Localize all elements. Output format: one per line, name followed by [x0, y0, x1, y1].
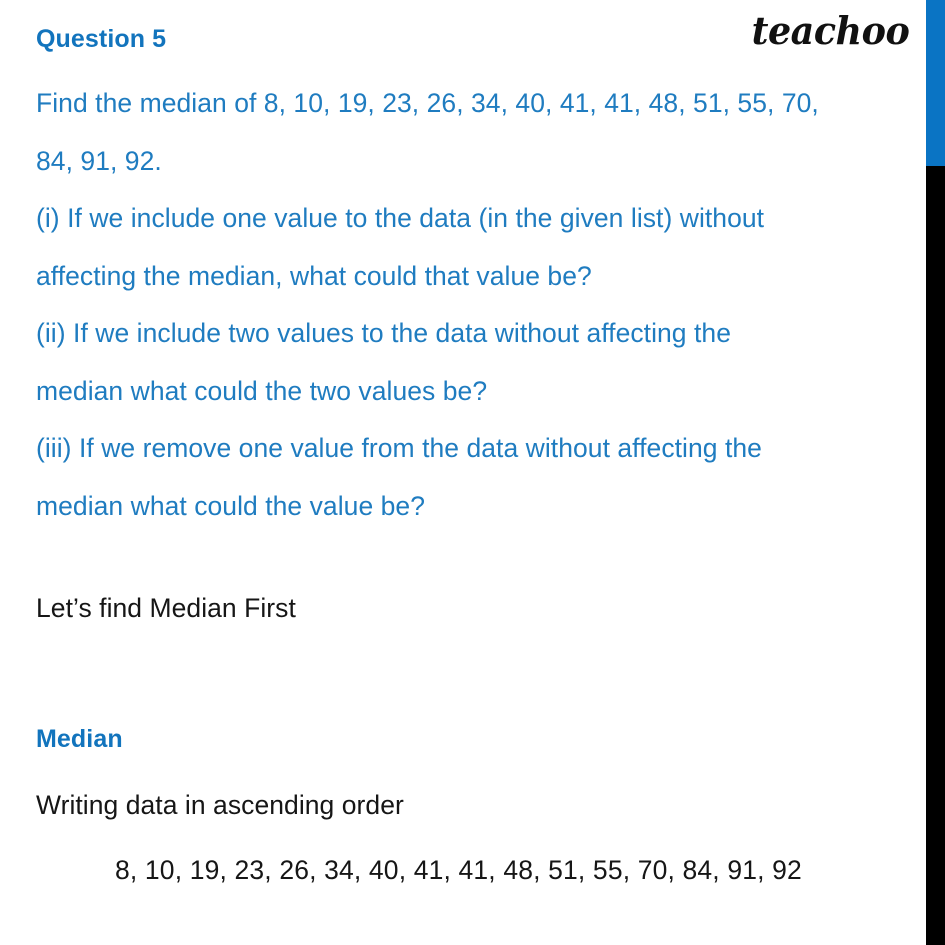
solution-intro-text: Let’s find Median First	[36, 593, 296, 623]
question-part-iii-line-2: median what could the value be?	[36, 491, 426, 521]
question-line-2: 84, 91, 92.	[36, 146, 162, 176]
right-edge-black-bar	[926, 166, 945, 945]
question-part-i-line-2: affecting the median, what could that value be?	[36, 261, 592, 291]
question-part-i-line-1: (i) If we include one value to the data (in the given list) without	[36, 203, 765, 233]
right-edge-blue-bar	[926, 0, 945, 166]
question-line-1: Find the median of 8, 10, 19, 23, 26, 34, 40, 41, 41, 48, 51, 55, 70,	[36, 88, 819, 118]
question-heading: Question 5	[36, 25, 167, 53]
teachoo-logo: teachoo	[751, 8, 909, 53]
question-part-iii-line-1: (iii) If we remove one value from the data without affecting the	[36, 433, 762, 463]
question-part-ii-line-2: median what could the two values be?	[36, 376, 488, 406]
ascending-data-list: 8, 10, 19, 23, 26, 34, 40, 41, 41, 48, 51, 55, 70, 84, 91, 92	[115, 855, 802, 885]
median-section-heading: Median	[36, 725, 123, 753]
question-part-ii-line-1: (ii) If we include two values to the data without affecting the	[36, 318, 731, 348]
ascending-order-instruction: Writing data in ascending order	[36, 790, 404, 820]
